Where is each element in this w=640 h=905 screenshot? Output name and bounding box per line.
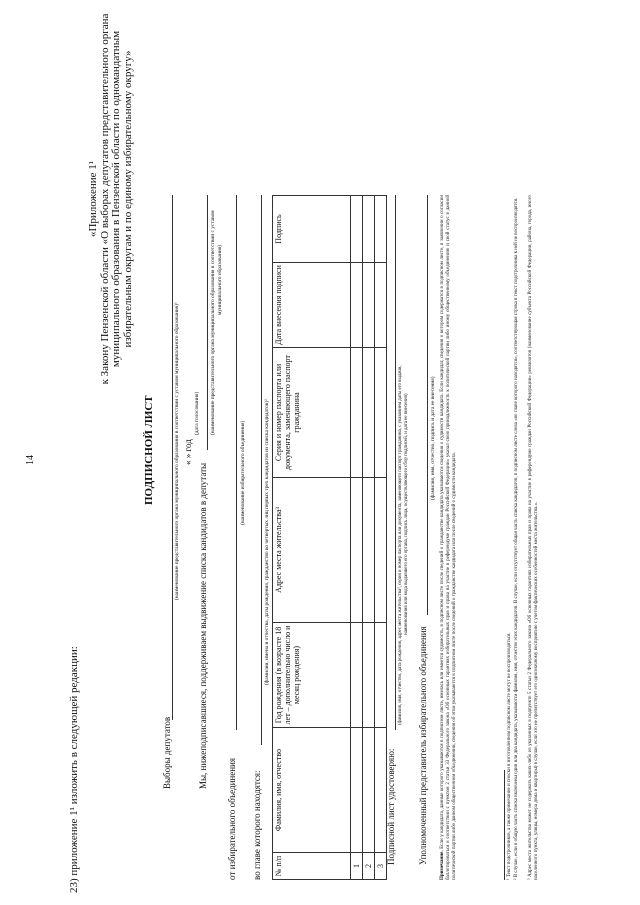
table-row xyxy=(375,196,387,880)
row-number: 1 xyxy=(351,853,363,880)
row-number: 2 xyxy=(363,853,375,880)
table-row xyxy=(363,196,375,880)
footnote-3: ³ Адрес места жительства может не содержать каких-либо из указанных в подпункте 5 статьи 2 Федерального закона «Об основных гарантиях избирательных прав и права на участие в референдуме граждан Российской Федерации» реквизитов (наименование субъекта Российской Федерации, района, города, иного населенного пункта, улицы, номера дома и квартиры) в случае, если это не препятствует его однозначному восприятию с учетом фактических особенностей места жительства.». xyxy=(528,195,540,880)
col-passport: Серия и номер паспорта или документа, заменяющего паспорт гражданина xyxy=(273,348,351,478)
appendix-line: к Закону Пензенской области «О выборах депутатов представительного органа xyxy=(98,13,111,385)
candidates-line xyxy=(261,195,262,745)
elections-label: Выборы депутатов xyxy=(162,716,172,789)
note-text: Если у кандидата, данные которого указываются в подписном листе, имелась или имеется судимость, в подписном листе после сведений о гражданстве кандидата указываются сведения о судимости кандидата. Если кандидат, сведения о котором содержатся в подписном листе, в заявлении о согласии баллотироваться в соответствии с пунктом 2 статьи 33 Федерального закона «Об основных гарантиях избирательных прав и права на участие в референдуме граждан Российской Федерации» указал свою принадлежность к политической партии либо иному общественному объединению и свой статус в данной политической партии либо данном общественном объединении, сведения об этом указываются в подписном листе после сведений о гражданстве кандидата или после сведений о судимости кандидата. xyxy=(440,195,458,880)
footnote-1: ¹ Текст подстрочников, а также примечание и сноски в изготовленном подписном листе могут не воспроизводиться. xyxy=(507,632,512,880)
representative-line xyxy=(427,195,428,615)
col-signature: Подпись xyxy=(273,196,351,263)
support-text: Мы, нижеподписавшиеся, поддерживаем выдвижение списка кандидатов в депутаты xyxy=(198,462,208,789)
date-caption: (дата голосования) xyxy=(194,391,200,435)
intro-text: 23) приложение 1¹ изложить в следующей редакции: xyxy=(68,646,80,893)
organ2-caption-b: муниципального образования) xyxy=(217,244,223,315)
note-label: Примечание. xyxy=(440,850,445,880)
organ-line xyxy=(172,195,173,720)
association-caption: (наименование избирательного объединения) xyxy=(240,420,246,525)
support-line xyxy=(207,195,208,450)
appendix-line: «Приложение 1¹ xyxy=(87,160,99,238)
representative-label: Уполномоченный представитель избирательного объединения xyxy=(418,626,428,865)
footnote-2: ² В случае, если в общую часть списка включены один или два кандидата, указываются фамилия, имя, отчество этих кандидатов. В случае, если отсутствует общая часть списка кандидатов, в подписном листе слова «во главе которого находятся», соответствующая строка в текст подстрочника к ней не воспроизводятся. xyxy=(514,197,519,880)
note-paragraph xyxy=(440,195,459,880)
association-line xyxy=(236,195,237,730)
table-row xyxy=(351,196,363,880)
form-title: ПОДПИСНОЙ ЛИСТ xyxy=(143,395,155,505)
col-birth-year: Год рождения (в возрасте 18 лет – дополнительно число и месяц рождения) xyxy=(273,623,351,728)
certified-line xyxy=(395,195,396,730)
footnote-separator xyxy=(504,770,505,880)
association-label: от избирательного объединения xyxy=(227,757,237,880)
headed-by-label: во главе которого находятся: xyxy=(252,770,262,880)
row-number: 3 xyxy=(375,853,387,880)
date-field: « » год xyxy=(183,439,193,465)
organ2-caption: (наименование представительного органа муниципального образования в соответствии с уставом xyxy=(210,210,216,435)
col-name: Фамилия, имя, отчество xyxy=(273,728,351,853)
appendix-line: муниципального образования в Пензенской области по одномандатным xyxy=(110,30,122,368)
appendix-line: избирательным округам и по единому избирательному округу» xyxy=(121,50,134,348)
representative-caption: (фамилия, имя, отчество, подпись и дата ее внесения) xyxy=(430,376,436,500)
appendix-header xyxy=(88,13,134,385)
col-address: Адрес места жительства³ xyxy=(273,478,351,623)
col-date: Дата внесения подписи xyxy=(273,263,351,348)
certified-label: Подписной лист удостоверяю: xyxy=(386,748,396,865)
page-number: 14 xyxy=(25,455,36,465)
signature-table xyxy=(272,195,387,880)
certified-caption-b: наименования или кода выдавшего его органа, подпись лица, осуществляющего сбор подписей, и дата ее внесения) xyxy=(404,393,409,635)
col-number: № п/п xyxy=(273,853,351,880)
candidates-caption: (фамилии, имена и отчества, даты рождения, гражданство ко четвертых лиц первых трех кандидатов из списка кандидатов)² xyxy=(264,399,270,685)
certified-caption: (фамилия, имя, отчество, дата рождения, адрес места жительства³, серия и номер паспорта или документа, заменяющего паспорт гражданина, с указанием даты его выдачи, xyxy=(398,365,403,725)
organ-caption: (наименование представительного органа муниципального образования в соответствии с уставом муниципального образования)¹ xyxy=(174,302,180,600)
